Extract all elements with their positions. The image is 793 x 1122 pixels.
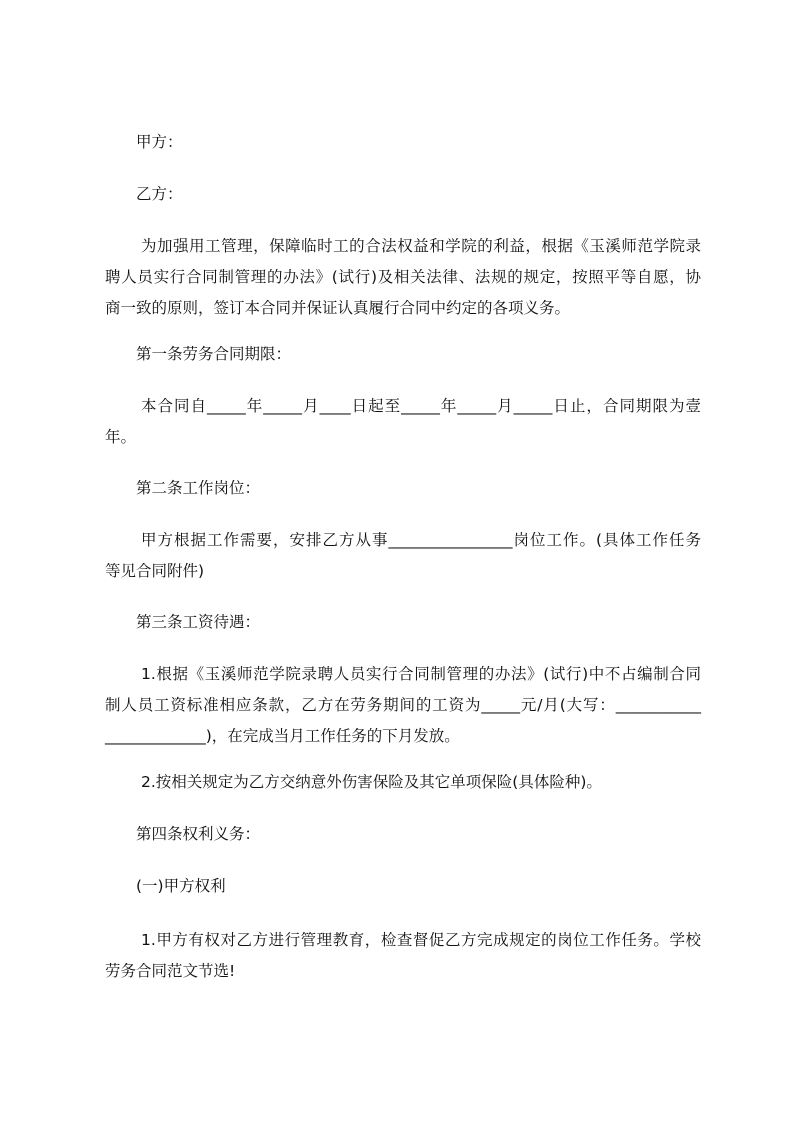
article-4-subtitle-text: (一)甲方权利 <box>136 877 226 895</box>
intro-line-3: 商一致的原则，签订本合同并保证认真履行合同中约定的各项义务。 <box>105 299 571 317</box>
article-4-title-text: 第四条权利义务： <box>136 825 261 843</box>
intro-paragraph <box>105 231 701 324</box>
article-3-item-1 <box>105 659 701 752</box>
article-4-item-1-line-2: 劳务合同范文节选! <box>105 962 236 980</box>
article-1-line-2: 年。 <box>105 428 137 446</box>
intro-line-1: 为加强用工管理，保障临时工的合法权益和学院的利益，根据《玉溪师范学院录 <box>141 237 701 255</box>
article-1-body <box>105 391 701 453</box>
article-3-title <box>105 607 701 638</box>
party-a-text: 甲方： <box>136 133 183 151</box>
article-2-line-1: 甲方根据工作需要，安排乙方从事________________岗位工作。(具体工作任务 <box>141 531 701 549</box>
article-1-title-text: 第一条劳务合同期限： <box>136 345 292 363</box>
article-4-item-1 <box>105 925 701 987</box>
article-3-item-1-line-2: 制人员工资标准相应条款，乙方在劳务期间的工资为_____元/月(大写：___________ <box>105 696 701 714</box>
party-b-label <box>105 179 701 210</box>
intro-line-2: 聘人员实行合同制管理的办法》(试行)及相关法律、法规的规定，按照平等自愿，协 <box>105 268 701 286</box>
party-b-text: 乙方： <box>136 185 183 203</box>
article-4-item-1-line-1: 1.甲方有权对乙方进行管理教育，检查督促乙方完成规定的岗位工作任务。学校 <box>141 931 701 949</box>
article-4-title <box>105 819 701 850</box>
article-3-item-2-text: 2.按相关规定为乙方交纳意外伤害保险及其它单项保险(具体险种)。 <box>141 773 602 791</box>
article-1-title <box>105 339 701 370</box>
article-1-line-1: 本合同自_____年_____月____日起至_____年_____月_____日止，合同期限为壹 <box>141 397 701 415</box>
article-3-title-text: 第三条工资待遇： <box>136 613 261 631</box>
article-2-title <box>105 473 701 504</box>
article-3-item-2 <box>105 767 701 798</box>
party-a-label <box>105 127 701 158</box>
article-3-item-1-line-3: _____________)，在完成当月工作任务的下月发放。 <box>105 727 460 745</box>
article-2-body <box>105 525 701 587</box>
article-3-item-1-line-1: 1.根据《玉溪师范学院录聘人员实行合同制管理的办法》(试行)中不占编制合同 <box>141 665 701 683</box>
article-4-subtitle <box>105 871 701 902</box>
article-2-line-2: 等见合同附件) <box>105 562 205 580</box>
article-2-title-text: 第二条工作岗位： <box>136 479 261 497</box>
